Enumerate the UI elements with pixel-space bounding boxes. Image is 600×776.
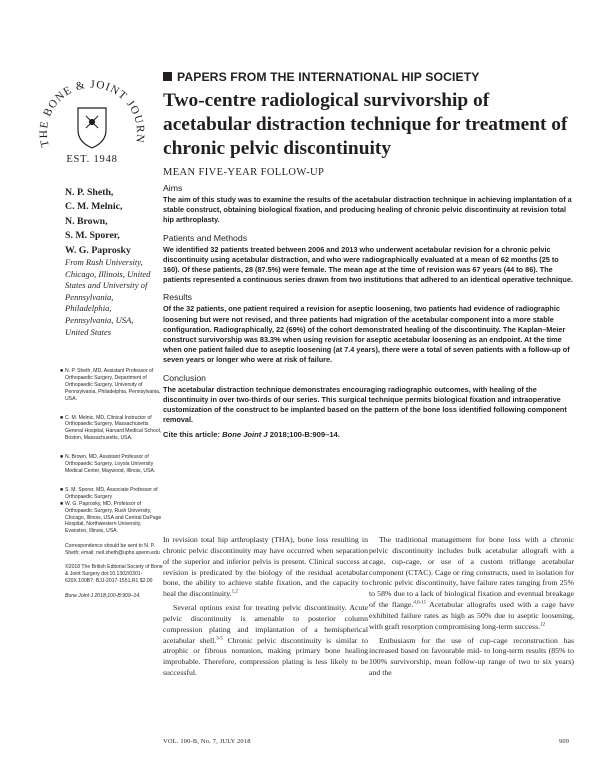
bullet-icon: ■ (60, 500, 64, 507)
section-label (163, 70, 480, 84)
affiliation: From Rush University, Chicago, Illinois, United States and University of Pennsylvania, Philadelphia, Pennsylvania, USA, United States (65, 257, 151, 337)
author: W. G. Paprosky (65, 244, 131, 256)
bio-text: S. M. Sporer, MD, Associate Professor of Orthopaedic Surgery (65, 486, 158, 500)
abstract (163, 183, 576, 439)
author-bio (60, 414, 163, 443)
patients-text: We identified 32 patients treated between 2006 and 2013 who underwent acetabular revision for a chronic pelvic discontinuity using acetabular distraction, and who were radiographically evaluated at a mean of 62 months (25 to 160). Of these patients, 28 (87.5%) were female. The mean age at the time of revision was 67 years (44 to 86). The patients represented a continuous series drawn from two institutions that adhered to an identical operative technique. (163, 244, 573, 285)
body-text: Acetabular allografts used with a cage have exhibited failure rates as high as 50% due to aseptic loosening, with graft resorption compromising long-term success. (369, 600, 574, 631)
author: S. M. Sporer, (65, 230, 120, 242)
journal-crest-icon (78, 108, 106, 148)
body-paragraph (369, 535, 574, 633)
aims-text: The aim of this study was to examine the results of the acetabular distraction technique in achieving implantation of a stable construct, obtaining biological fixation, and producing healing of chronic pelvic discontinuity at revision total hip arthroplasty. (163, 195, 572, 225)
cite-journal: Bone Joint J (222, 430, 268, 440)
journal-logo (38, 58, 146, 176)
copyright: ©2018 The British Editorial Society of Bone & Joint Surgery doi:10.1302/0301-620X.100B7. BJJ-2017-1551.R1 $2.00 (65, 564, 163, 584)
bio-text: W. G. Paprosky, MD, Professor of Orthopaedic Surgery, Rush University, Chicago, Illinois, USA and Central DuPage Hospital, Northwestern University, Evanston, Illinois, USA. (65, 500, 162, 535)
svg-text:THE BONE & JOINT JOURNAL (38, 58, 146, 148)
body-text: Chronic pelvic discontinuity is similar to atrophic or fibrous nonunion, making primary bone healing improbable. Therefore, compression plating is less likely to be successful. (163, 635, 368, 678)
footer-volume: VOL. 100-B, No. 7, JULY 2018 (163, 738, 251, 745)
body-text: Several options exist for treating pelvic discontinuity. Acute pelvic discontinuity is amenable to posterior column compression plating and implantation of a hemispherical acetabular shell. (163, 603, 368, 645)
author-bio (60, 486, 163, 501)
section-label-text: PAPERS FROM THE INTERNATIONAL HIP SOCIETY (177, 70, 480, 84)
cite-label: Cite this article: (163, 430, 220, 440)
article-title: Two-centre radiological survivorship of acetabular distraction technique for treatment of chronic pelvic discontinuity (163, 90, 568, 159)
author-bio (60, 368, 163, 403)
author-bio (60, 454, 163, 475)
section-square-icon (163, 72, 172, 81)
bullet-icon: ■ (60, 454, 64, 461)
bio-text: N. Brown, MD, Assistant Professor of Orthopaedic Surgery, Loyola University Medical Center, Maywood, Illinois, USA. (65, 454, 156, 474)
author-bios (60, 368, 163, 600)
cite-ref: 2018;100-B:909–14. (269, 430, 340, 440)
conclusion-text: The acetabular distraction technique demonstrates encouraging radiographic outcomes, with healing of the discontinuity in over two-thirds of our series. This surgical technique permits biological fixation and intraoperative customization of the construct to be implanted based on the pattern of the bone loss identified following component removal. (163, 384, 567, 425)
bullet-icon: ■ (60, 414, 64, 421)
logo-est: EST. 1948 (66, 154, 118, 165)
author: C. M. Melnic, (65, 201, 123, 213)
page-number: 909 (559, 738, 570, 745)
body-text: The traditional management for bone loss with a chronic pelvic discontinuity includes bulk acetabular allograft with a cage, cup-cage, or use of a custom triflange acetabular component (CTAC). Cage or ring constructs, used in isolation for chronic pelvic discontinuity, have failure rates ranging from 25% to 58% due to a lack of biological fixation and eventual breakage of the flange. (369, 535, 574, 610)
ref-superscript[interactable]: 1,2 (231, 589, 238, 595)
author: N. P. Sheth, (65, 187, 114, 198)
body-paragraph: Enthusiasm for the use of cup-cage reconstruction has increased based on favourable mid- to long-term results (85% to 100% survivorship, mean follow-up range of two to six years) and the (369, 635, 574, 678)
body-paragraph (163, 603, 368, 679)
journal-citation: Bone Joint J 2018;100-B:909–14. (65, 592, 141, 599)
ref-superscript[interactable]: 4,6-11 (413, 600, 427, 606)
body-text: In revision total hip arthroplasty (THA), bone loss resulting in chronic pelvic discontinuity may have occurred when separation of the superior and inferior pelvis is present. Clinical success at revision is predicated by the biology of the residual acetabular bone, the ability to achieve stable fixation, and the capacity to heal the discontinuity. (163, 535, 368, 599)
author-list (65, 186, 165, 258)
author-bio (60, 500, 163, 536)
body-paragraph (163, 535, 368, 600)
results-heading: Results (163, 292, 192, 303)
ref-superscript[interactable]: 12 (540, 622, 546, 628)
body-column-left (163, 535, 368, 679)
cite-this-article (163, 430, 576, 439)
patients-heading: Patients and Methods (163, 232, 248, 243)
bio-text: C. M. Melnic, MD, Clinical Instructor of Orthopaedic Surgery, Massachusetts General Hospital, Harvard Medical School, Boston, Massachusetts, USA. (65, 414, 162, 442)
results-text: Of the 32 patients, one patient required a revision for aseptic loosening, two patients had evidence of radiographic loosening but were not revised, and three patients had migration of the acetabular component into a more stable configuration. Radiographically, 22 (69%) of the cohort demonstrated healing of the discontinuity. The Kaplan–Meier construct survivorship was 83.3% when using revision for aseptic acetabular loosening as an endpoint. At the time when one patient failed due to aseptic loosening (at 7.4 years), there were a total of seven patients with a follow-up of seven years or longer who were at risk of failure. (163, 304, 570, 365)
article-subtitle: MEAN FIVE-YEAR FOLLOW-UP (163, 167, 325, 178)
conclusion-heading: Conclusion (163, 372, 206, 383)
bullet-icon: ■ (60, 486, 64, 493)
correspondence: Correspondence should be sent to N. P. Sheth; email: neil.sheth@uphs.upenn.edu (65, 543, 160, 557)
author: N. Brown, (65, 215, 108, 227)
body-column-right (369, 535, 574, 679)
bullet-icon: ■ (60, 368, 64, 374)
aims-heading: Aims (163, 183, 183, 193)
bio-text: N. P. Sheth, MD, Assistant Professor of Orthopaedic Surgery, Department of Orthopaedic Surgery, University of Pennsylvania, Philadelphia, Pennsylvania, USA. (65, 368, 161, 402)
ref-superscript[interactable]: 3-5 (216, 636, 223, 641)
logo-ring-text: THE BONE & JOINT JOURN (38, 78, 146, 149)
